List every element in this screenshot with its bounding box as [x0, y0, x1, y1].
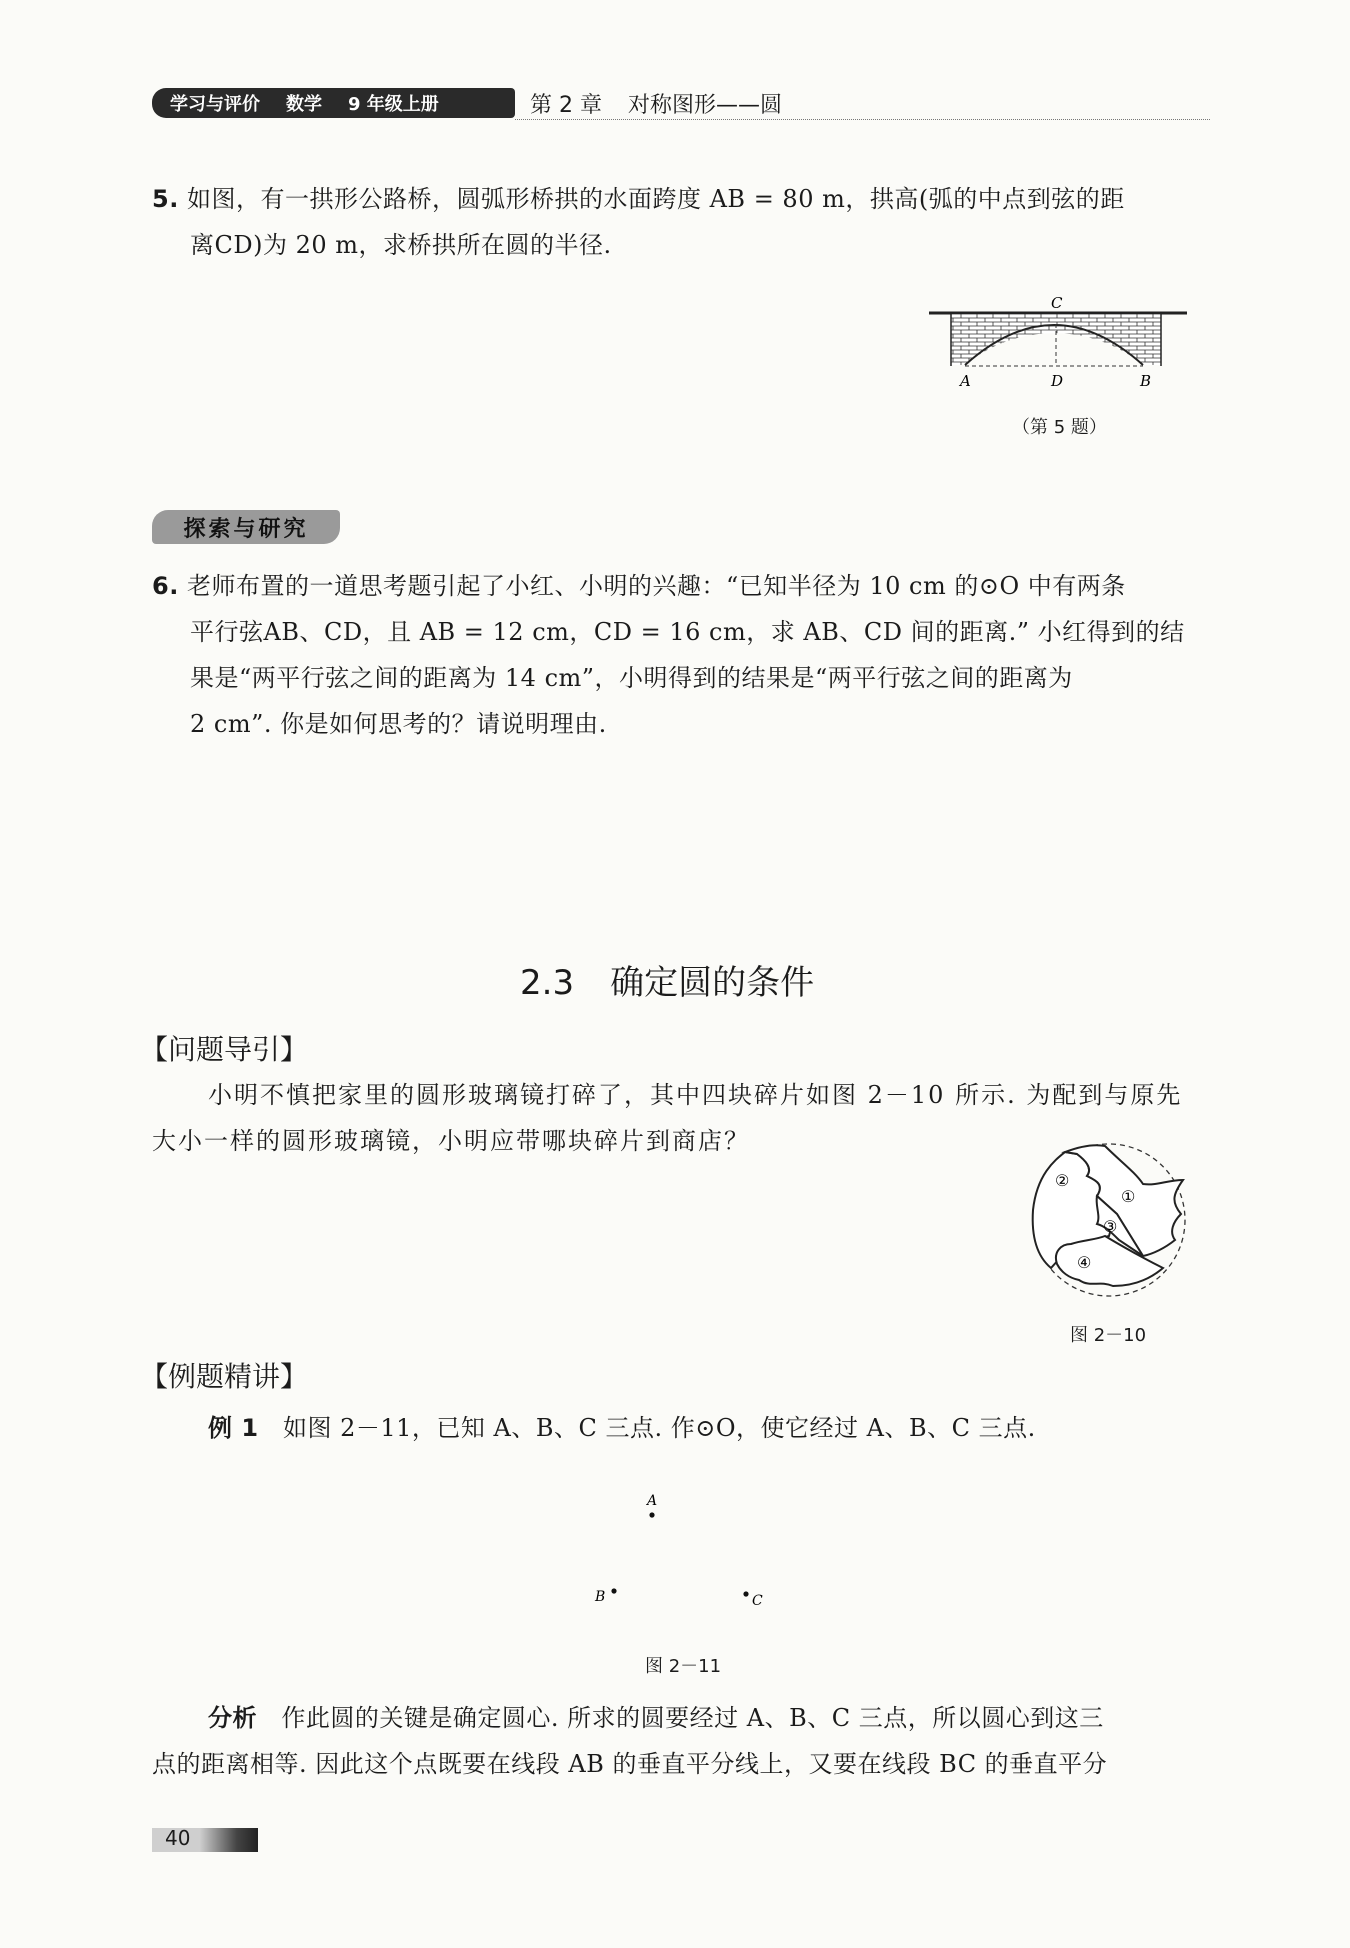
point-c — [743, 1591, 748, 1596]
chapter-title: 对称图形——圆 — [627, 93, 782, 118]
label-d: D — [1051, 372, 1064, 390]
examples-heading: 【例题精讲】 — [140, 1360, 309, 1393]
example-text: 如图 2－11，已知 A、B、C 三点. 作⊙O，使它经过 A、B、C 三点. — [282, 1414, 1036, 1442]
question-number: 5. — [152, 185, 179, 213]
page-number: 40 — [165, 1826, 191, 1850]
section-badge-explore: 探索与研究 — [152, 510, 340, 544]
three-points-figure — [580, 1485, 780, 1610]
analysis-text-line: 点的距离相等. 因此这个点既要在线段 AB 的垂直平分线上，又要在线段 BC 的垂直平分 — [152, 1750, 1108, 1778]
book-title: 学习与评价 — [170, 94, 260, 115]
analysis — [152, 1695, 1222, 1787]
section-name: 确定圆的条件 — [610, 963, 815, 1003]
question-text-line: 平行弦AB、CD，且 AB = 12 cm，CD = 16 cm，求 AB、CD 间的距离.” 小红得到的结 — [190, 618, 1185, 646]
broken-mirror-figure — [1025, 1140, 1195, 1300]
shard-label: ③ — [1103, 1217, 1118, 1236]
shard-label: ① — [1121, 1187, 1136, 1206]
question-5 — [152, 176, 1222, 268]
section-title — [520, 955, 814, 1004]
label-c: C — [752, 1593, 763, 1609]
chapter-heading — [530, 88, 782, 119]
question-text-line: 如图，有一拱形公路桥，圆弧形桥拱的水面跨度 AB = 80 m，拱高(弧的中点到弦的距 — [186, 185, 1125, 213]
grade-label: 9 年级上册 — [348, 94, 439, 115]
label-c: C — [1051, 294, 1063, 312]
label-a: A — [960, 372, 971, 390]
point-a — [649, 1512, 654, 1517]
point-b — [611, 1588, 616, 1593]
question-text-line: 果是“两平行弦之间的距离为 14 cm”，小明得到的结果是“两平行弦之间的距离为 — [190, 664, 1073, 692]
shard-label: ④ — [1077, 1253, 1092, 1272]
figure-caption: 图 2－10 — [1070, 1325, 1147, 1346]
label-b: B — [595, 1589, 606, 1605]
example-1 — [208, 1405, 1036, 1451]
question-6 — [152, 563, 1222, 747]
question-text-line: 离CD)为 20 m，求桥拱所在圆的半径. — [190, 231, 612, 259]
guide-heading: 【问题导引】 — [140, 1033, 309, 1066]
analysis-label: 分析 — [208, 1704, 257, 1732]
section-number: 2.3 — [520, 963, 575, 1003]
guide-text-line: 大小一样的圆形玻璃镜，小明应带哪块碎片到商店？ — [152, 1127, 750, 1155]
bridge-figure — [925, 290, 1190, 395]
example-label: 例 1 — [208, 1414, 259, 1442]
question-text-line: 2 cm”. 你是如何思考的？请说明理由. — [190, 710, 607, 738]
label-a: A — [647, 1493, 658, 1509]
figure-caption: 图 2－11 — [645, 1656, 722, 1677]
shard-label: ② — [1055, 1171, 1070, 1190]
label-b: B — [1140, 372, 1152, 390]
analysis-text-line: 作此圆的关键是确定圆心. 所求的圆要经过 A、B、C 三点，所以圆心到这三 — [281, 1704, 1104, 1732]
header-badge — [152, 88, 515, 118]
question-number: 6. — [152, 572, 179, 600]
subject-label: 数学 — [286, 94, 322, 115]
header-divider — [515, 119, 1210, 120]
chapter-number: 第 2 章 — [530, 93, 602, 118]
question-text-line: 老师布置的一道思考题引起了小红、小明的兴趣：“已知半径为 10 cm 的⊙O 中有两条 — [186, 572, 1126, 600]
figure-caption: （第 5 题） — [1012, 417, 1107, 438]
guide-text-line: 小明不慎把家里的圆形玻璃镜打碎了，其中四块碎片如图 2－10 所示. 为配到与原先 — [208, 1081, 1183, 1109]
